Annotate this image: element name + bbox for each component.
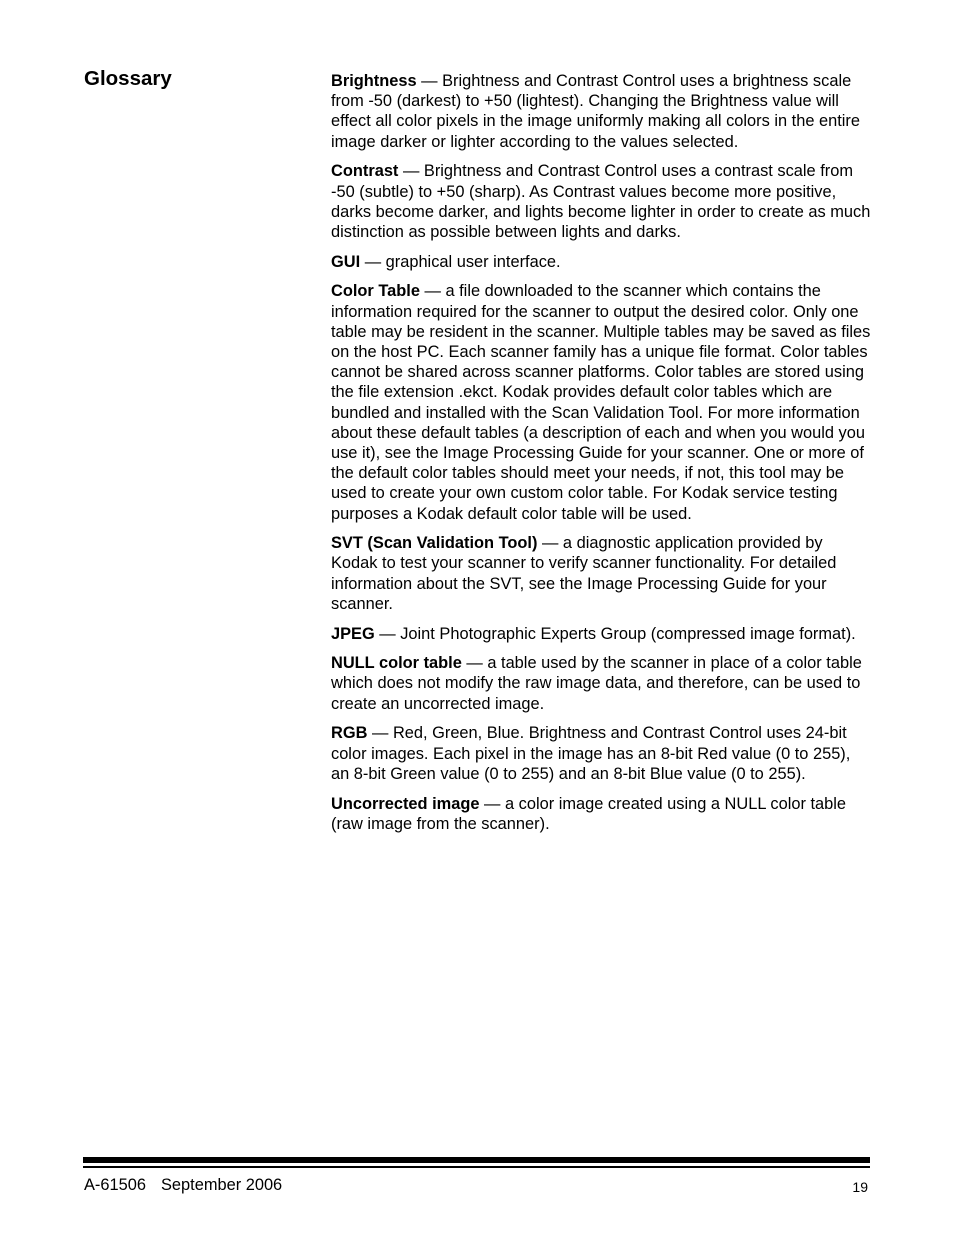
term-separator: — (374, 624, 401, 643)
footer-rule-thin (83, 1166, 870, 1168)
glossary-definition: Brightness and Contrast Control uses a brightness scale from -50 (darkest) to +50 (lightest). Changing the Brightness value will effect all color pixels in the image uniformly making all colors in the entire image darker or lighter according to the values selected. (331, 72, 860, 151)
glossary-entry-rgb (331, 723, 871, 784)
term-separator: — (416, 72, 443, 90)
glossary-term: GUI (331, 252, 361, 271)
glossary-definition: Joint Photographic Experts Group (compressed image format). (400, 624, 856, 643)
glossary-definition: a diagnostic application provided by Kodak to test your scanner to verify scanner functionality. For detailed information about the SVT, see the Image Processing Guide for your scanner. (331, 534, 837, 613)
term-separator: — (537, 534, 563, 553)
glossary-term: Color Table (331, 282, 420, 301)
term-separator: — (479, 794, 505, 813)
glossary-entry-gui (331, 252, 871, 272)
glossary-term: SVT (Scan Validation Tool) (331, 534, 538, 553)
footer-doc-info (84, 1175, 282, 1195)
glossary-entry-contrast (331, 161, 871, 242)
glossary-definition: a color image created using a NULL color table (raw image from the scanner). (331, 794, 847, 833)
term-separator: — (419, 282, 446, 301)
glossary-term: NULL color table (331, 654, 462, 673)
doc-number: A-61506 (84, 1176, 146, 1194)
glossary-definition: a table used by the scanner in place of a color table which does not modify the raw image data, and therefore, can be used to create an uncorrected image. (331, 654, 862, 713)
glossary-definition: graphical user interface. (385, 252, 561, 271)
term-separator: — (367, 724, 393, 743)
glossary-entry-uncorrected-image (331, 794, 871, 834)
glossary-entry-brightness (331, 71, 871, 152)
glossary-term: JPEG (331, 624, 375, 643)
glossary-entry-color-table (331, 281, 871, 523)
term-separator: — (398, 162, 424, 181)
glossary-definition: Red, Green, Blue. Brightness and Contrast Control uses 24-bit color images. Each pixel in the image has an 8-bit Red value (0 to 255), an 8-bit Green value (0 to 255) and an 8-bit Blue value (0 to 255). (331, 724, 851, 783)
doc-date: September 2006 (160, 1176, 283, 1194)
term-separator: — (360, 252, 386, 271)
glossary-term: RGB (331, 724, 368, 743)
glossary-term: Brightness (331, 72, 417, 90)
glossary-definition: Brightness and Contrast Control uses a contrast scale from -50 (subtle) to +50 (sharp). As Contrast values become more positive, darks become darker, and lights become lighter in order to create as much distinction as possible between lights and darks. (331, 162, 871, 241)
glossary-term: Uncorrected image (331, 794, 480, 813)
footer-rule-thick (83, 1157, 870, 1163)
glossary-definition: a file downloaded to the scanner which contains the information required for the scanner to output the desired color. Only one table may be resident in the scanner. Multiple tables may be saved as files on the host PC. Each scanner family has a unique file format. Color tables cannot be shared across scanner platforms. Color tables are stored using the file extension .ekct. Kodak provides default color tables which are bundled and installed with the Scan Validation Tool. For more information about these default tables (a description of each and when you would you use it), see the Image Processing Guide for your scanner. One or more of the default color tables should meet your needs, if not, this tool may be used to create your own custom color table. For Kodak service testing purposes a Kodak default color table will be used. (331, 282, 871, 523)
glossary-entry-jpeg (331, 624, 871, 644)
glossary-entry-null-color-table (331, 653, 871, 714)
glossary-term: Contrast (331, 162, 399, 181)
term-separator: — (461, 654, 488, 673)
page-number: 19 (852, 1179, 868, 1195)
glossary-list (331, 71, 871, 843)
section-heading: Glossary (84, 67, 172, 90)
glossary-entry-svt (331, 533, 871, 614)
